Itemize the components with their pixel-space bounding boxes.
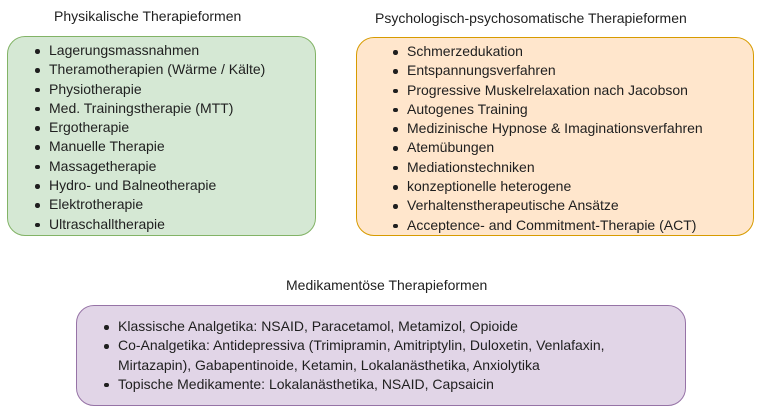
list-item: Ergotherapie [33,118,315,137]
medication-therapy-box [76,305,686,406]
list-item: Massagetherapie [33,157,315,176]
list-item: Hydro- und Balneotherapie [33,176,315,195]
list-item: Mediationstechniken [391,158,753,177]
list-item: Atemübungen [391,138,753,157]
list-item: Med. Trainingstherapie (MTT) [33,99,315,118]
psych-therapy-list [391,42,753,235]
list-item: Co-Analgetika: Antidepressiva (Trimipramin, Amitriptylin, Duloxetin, Venlafaxin, Mirtazapin), Gabapentinoide, Ketamin, Lokalanästhetika, Anxiolytika [102,336,678,375]
list-item: Verhaltenstherapeutische Ansätze [391,196,753,215]
list-item: Schmerzedukation [391,42,753,61]
list-item: Lagerungsmassnahmen [33,41,315,60]
list-item: Progressive Muskelrelaxation nach Jacobson [391,81,753,100]
list-item: Theramotherapien (Wärme / Kälte) [33,60,315,79]
list-item: Acceptence- and Commitment-Therapie (ACT) [391,216,753,235]
list-item: Elektrotherapie [33,195,315,214]
list-item: Medizinische Hypnose & Imaginationsverfahren [391,119,753,138]
medication-group-title: Medikamentöse Therapieformen [286,277,488,293]
psych-therapy-box [356,37,754,236]
list-item: Topische Medikamente: Lokalanästhetika, NSAID, Capsaicin [102,375,678,394]
list-item: Ultraschalltherapie [33,215,315,234]
list-item: Manuelle Therapie [33,137,315,156]
physical-therapy-list [33,41,315,234]
list-item: Klassische Analgetika: NSAID, Paracetamol, Metamizol, Opioide [102,317,678,336]
list-item: Physiotherapie [33,80,315,99]
list-item: konzeptionelle heterogene [391,177,753,196]
list-item: Entspannungsverfahren [391,61,753,80]
physical-group-title: Physikalische Therapieformen [54,8,242,24]
psych-group-title: Psychologisch-psychosomatische Therapieformen [375,10,687,26]
list-item: Autogenes Training [391,100,753,119]
medication-therapy-list [102,317,685,394]
physical-therapy-box [7,36,316,236]
